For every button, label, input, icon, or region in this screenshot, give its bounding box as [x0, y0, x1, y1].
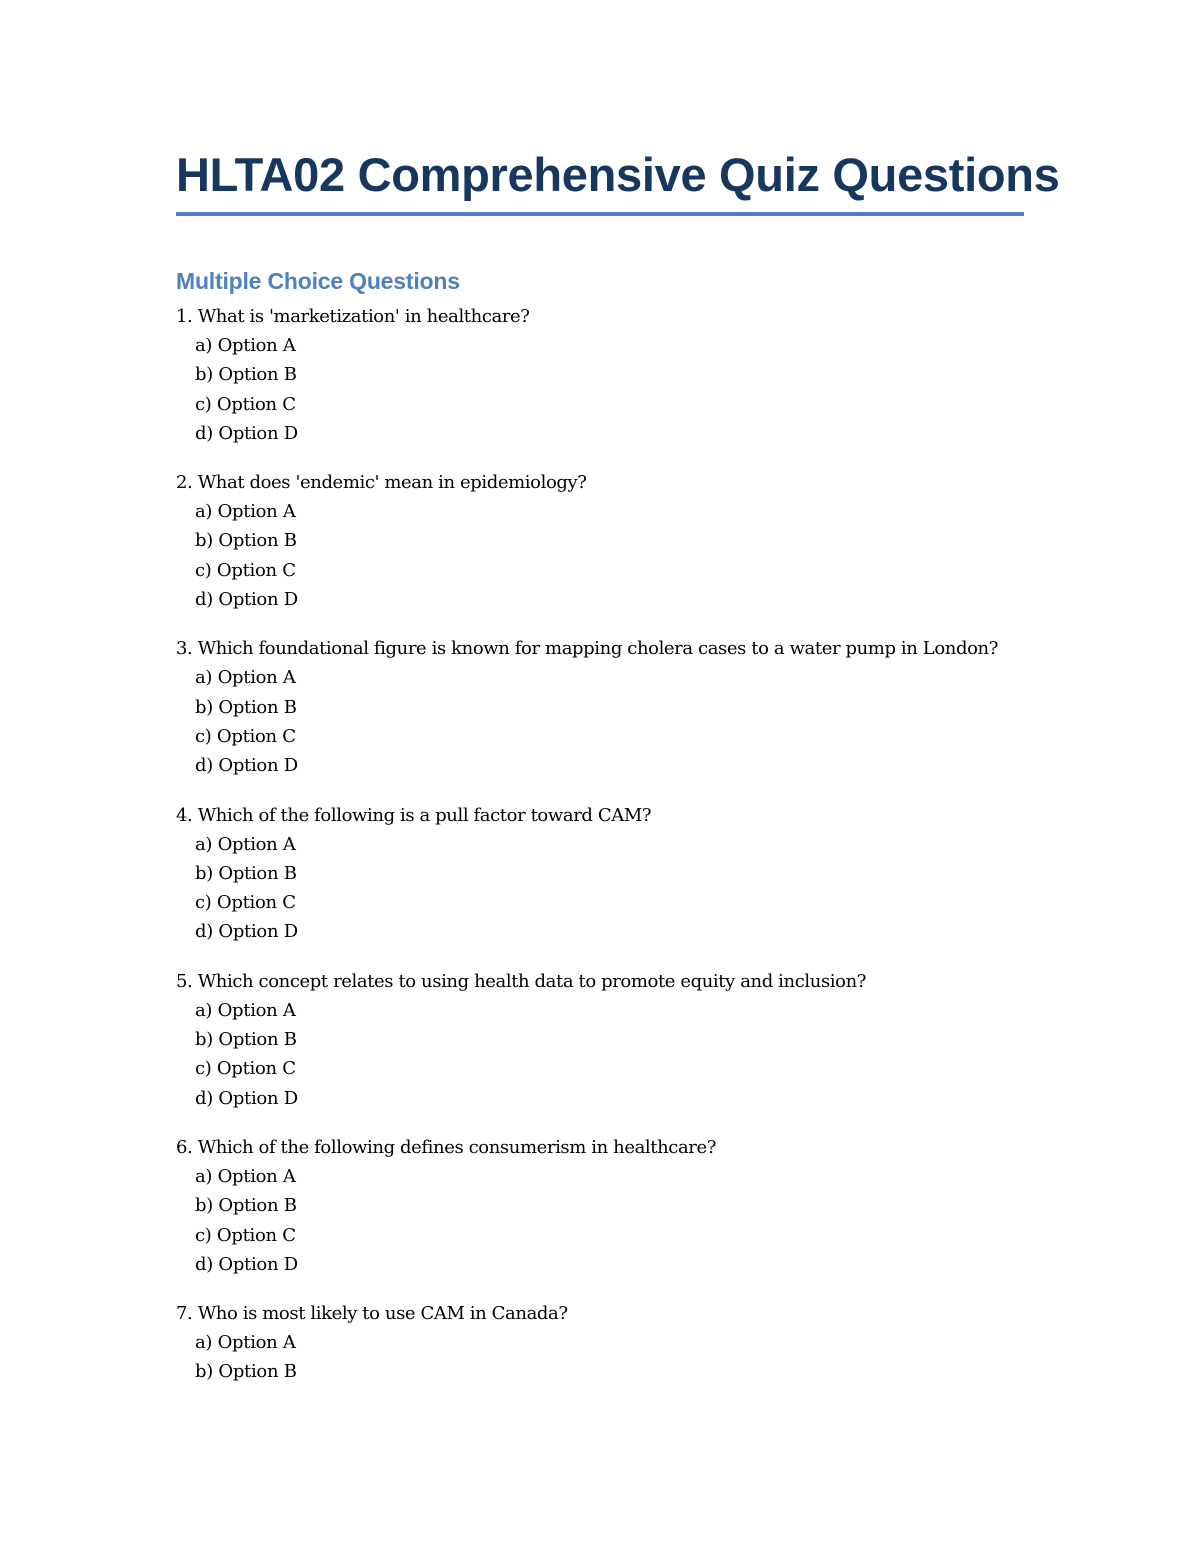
- document-page: [176, 148, 1060, 1407]
- answer-options: [176, 663, 1024, 780]
- answer-options: [176, 1328, 1024, 1387]
- answer-option: a) Option A: [195, 999, 296, 1021]
- document-title: HLTA02 Comprehensive Quiz Questions: [176, 148, 1060, 201]
- answer-option: c) Option C: [195, 892, 296, 914]
- answer-options: [176, 331, 1024, 448]
- answer-option: c) Option C: [195, 393, 296, 415]
- answer-option: a) Option A: [195, 1165, 296, 1187]
- answer-option: b) Option B: [195, 1029, 297, 1051]
- question-list: [176, 302, 1024, 1387]
- answer-option: c) Option C: [195, 1058, 296, 1080]
- answer-options: [176, 1162, 1024, 1279]
- answer-option: c) Option C: [195, 1224, 296, 1246]
- answer-option: d) Option D: [195, 921, 298, 943]
- question-text: 2. What does 'endemic' mean in epidemiology?: [176, 472, 587, 494]
- question-text: 1. What is 'marketization' in healthcare?: [176, 306, 530, 327]
- title-underline: [176, 212, 1024, 216]
- question-item: [176, 967, 1024, 1113]
- answer-option: b) Option B: [195, 862, 297, 884]
- answer-option: b) Option B: [195, 1195, 297, 1217]
- answer-options: [176, 497, 1024, 614]
- answer-option: a) Option A: [195, 833, 296, 855]
- answer-option: c) Option C: [195, 725, 296, 747]
- question-item: [176, 1133, 1024, 1279]
- answer-option: a) Option A: [195, 667, 296, 689]
- answer-option: a) Option A: [195, 1332, 296, 1354]
- question-item: [176, 302, 1024, 448]
- question-text: 6. Which of the following defines consumerism in healthcare?: [176, 1136, 717, 1158]
- answer-options: [176, 996, 1024, 1113]
- answer-option: b) Option B: [195, 530, 297, 552]
- answer-option: c) Option C: [195, 559, 296, 581]
- question-text: 7. Who is most likely to use CAM in Canada?: [176, 1303, 568, 1325]
- answer-option: d) Option D: [195, 1087, 298, 1109]
- section-heading: Multiple Choice Questions: [176, 268, 460, 294]
- answer-option: a) Option A: [195, 501, 296, 523]
- question-text: 4. Which of the following is a pull factor toward CAM?: [176, 804, 652, 826]
- question-item: [176, 801, 1024, 947]
- answer-option: a) Option A: [195, 335, 296, 356]
- question-text: 5. Which concept relates to using health data to promote equity and inclusion?: [176, 970, 867, 992]
- question-item: [176, 468, 1024, 614]
- answer-option: d) Option D: [195, 755, 298, 777]
- answer-option: d) Option D: [195, 422, 298, 444]
- answer-option: b) Option B: [195, 1361, 297, 1383]
- answer-option: d) Option D: [195, 589, 298, 611]
- answer-options: [176, 830, 1024, 947]
- question-item: [176, 634, 1024, 780]
- question-item: [176, 1299, 1024, 1387]
- question-text: 3. Which foundational figure is known for mapping cholera cases to a water pump in London?: [176, 638, 998, 660]
- answer-option: b) Option B: [195, 696, 297, 718]
- answer-option: d) Option D: [195, 1253, 298, 1275]
- answer-option: b) Option B: [195, 364, 297, 386]
